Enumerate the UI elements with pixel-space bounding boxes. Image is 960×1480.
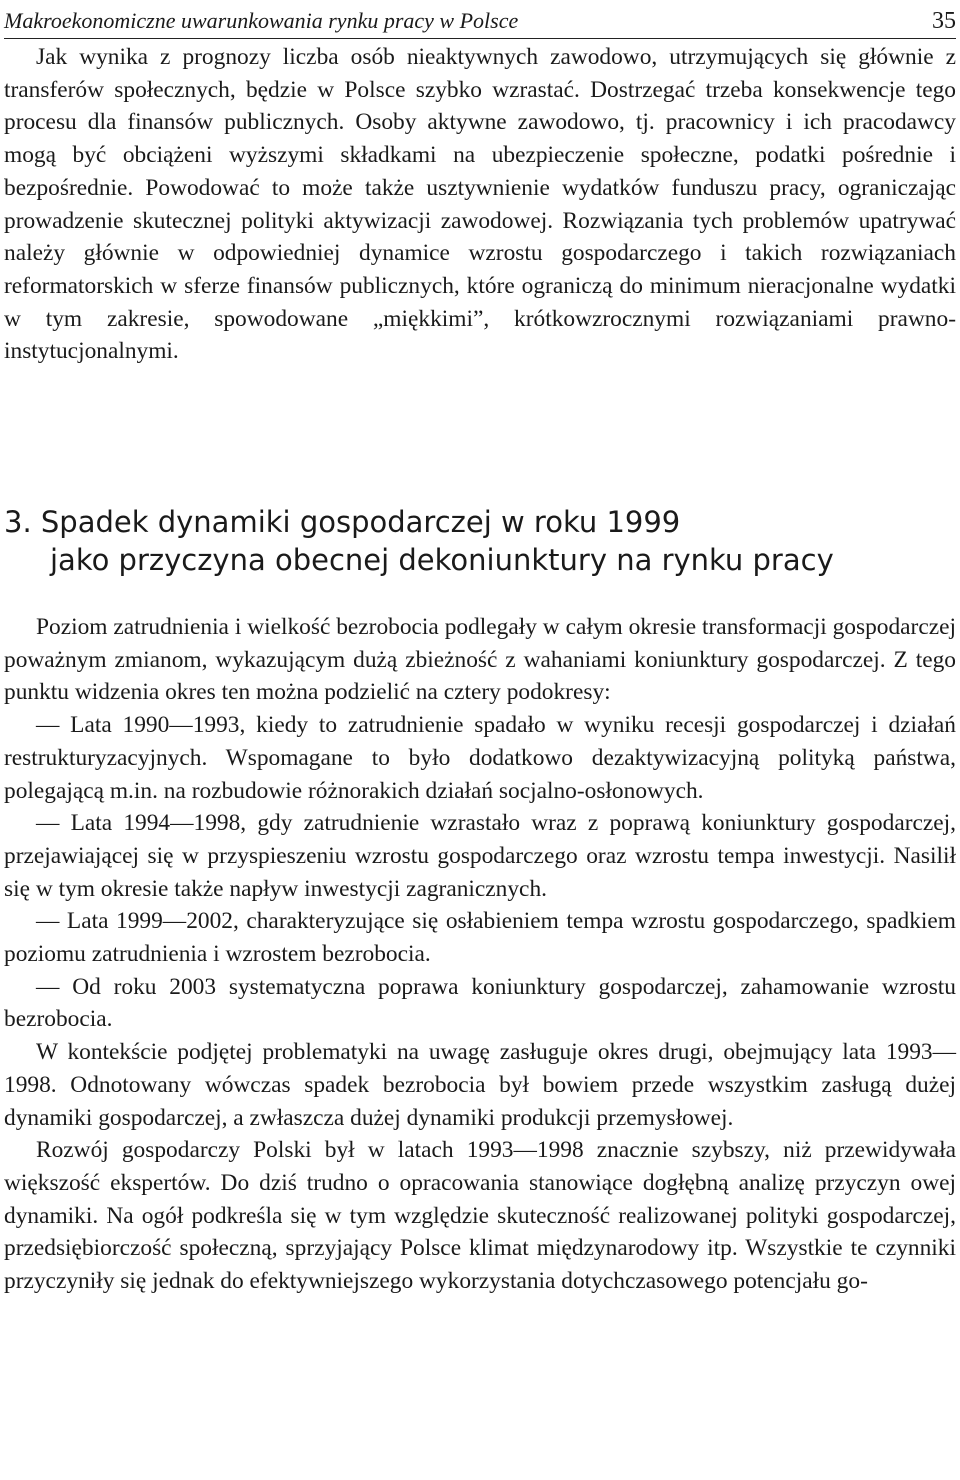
page-number: 35: [932, 8, 956, 34]
list-item: — Lata 1994—1998, gdy zatrudnienie wzrastało wraz z poprawą koniunktury gospodarczej, przejawiającej się w przyspieszeniu wzrostu gospodarczego oraz wzrostu tempa inwestycji. Nasilił się w tym okresie także napływ inwestycji zagranicznych.: [4, 810, 956, 902]
paragraph: Jak wynika z prognozy liczba osób nieaktywnych zawodowo, utrzymujących się głównie z transferów społecznych, będzie w Polsce szybko wzrastać. Dostrzegać trzeba konsekwencje tego procesu dla finansów publicznych. Osoby aktywne zawodowo, tj. pracownicy i ich pracodawcy mogą być obciążeni wyższymi składkami na ubezpieczenie społeczne, podatki pośrednie i bezpośrednie. Powodować to może także usztywnienie wydatków funduszu pracy, ograniczając prowadzenie skutecznej polityki aktywizacji zawodowej. Rozwiązania tych problemów upatrywać należy głównie w odpowiedniej dynamice wzrostu gospodarczego i takich rozwiązaniach reformatorskich w sferze finansów publicznych, które ograniczą do minimum nieracjonalne wydatki w tym zakresie, spowodowane „miękkimi”, krótkowzrocznymi rozwiązaniami prawno-instytucjonalnymi.: [4, 44, 956, 365]
section-heading-line-1: 3. Spadek dynamiki gospodarczej w roku 1999: [4, 505, 681, 539]
list-item: — Lata 1990—1993, kiedy to zatrudnienie spadało w wyniku recesji gospodarczej i działań restrukturyzacyjnych. Wspomagane to było dodatkowo dezaktywizacyjną polityką państwa, polegającą m.in. na rozbudowie różnorakich działań socjalno-osłonowych.: [4, 712, 956, 804]
body-text-section-1: [4, 41, 956, 368]
paragraph-intro: Poziom zatrudnienia i wielkość bezrobocia podlegały w całym okresie transformacji gospodarczej poważnym zmianom, wykazującym dużą zbieżność z wahaniami koniunktury gospodarczej. Z tego punktu widzenia okres ten można podzielić na cztery podokresy:: [4, 614, 956, 706]
section-heading: [4, 503, 956, 579]
paragraph: Rozwój gospodarczy Polski był w latach 1993—1998 znacznie szybszy, niż przewidywała większość ekspertów. Do dziś trudno o opracowania stanowiące dogłębną analizę przyczyn owej dynamiki. Na ogół podkreśla się w tym względzie skuteczność realizowanej polityki gospodarczej, przedsiębiorczość społeczną, sprzyjający Polsce klimat międzynarodowy itp. Wszystkie te czynniki przyczyniły się jednak do efektywniejszego wykorzystania dotychczasowego potencjału go-: [4, 1137, 956, 1295]
body-text-section-2: [4, 611, 956, 1298]
paragraph: W kontekście podjętej problematyki na uwagę zasługuje okres drugi, obejmujący lata 1993—1998. Odnotowany wówczas spadek bezrobocia był bowiem przede wszystkim zasługą dużej dynamiki gospodarczej, a zwłaszcza dużej dynamiki produkcji przemysłowej.: [4, 1039, 956, 1131]
running-header: [4, 0, 956, 39]
running-title: Makroekonomiczne uwarunkowania rynku pracy w Polsce: [4, 8, 519, 33]
section-heading-line-2: jako przyczyna obecnej dekoniunktury na rynku pracy: [50, 543, 834, 577]
list-item: — Od roku 2003 systematyczna poprawa koniunktury gospodarczej, zahamowanie wzrostu bezrobocia.: [4, 973, 956, 1033]
list-item: — Lata 1999—2002, charakteryzujące się osłabieniem tempa wzrostu gospodarczego, spadkiem poziomu zatrudnienia i wzrostem bezrobocia.: [4, 908, 956, 968]
